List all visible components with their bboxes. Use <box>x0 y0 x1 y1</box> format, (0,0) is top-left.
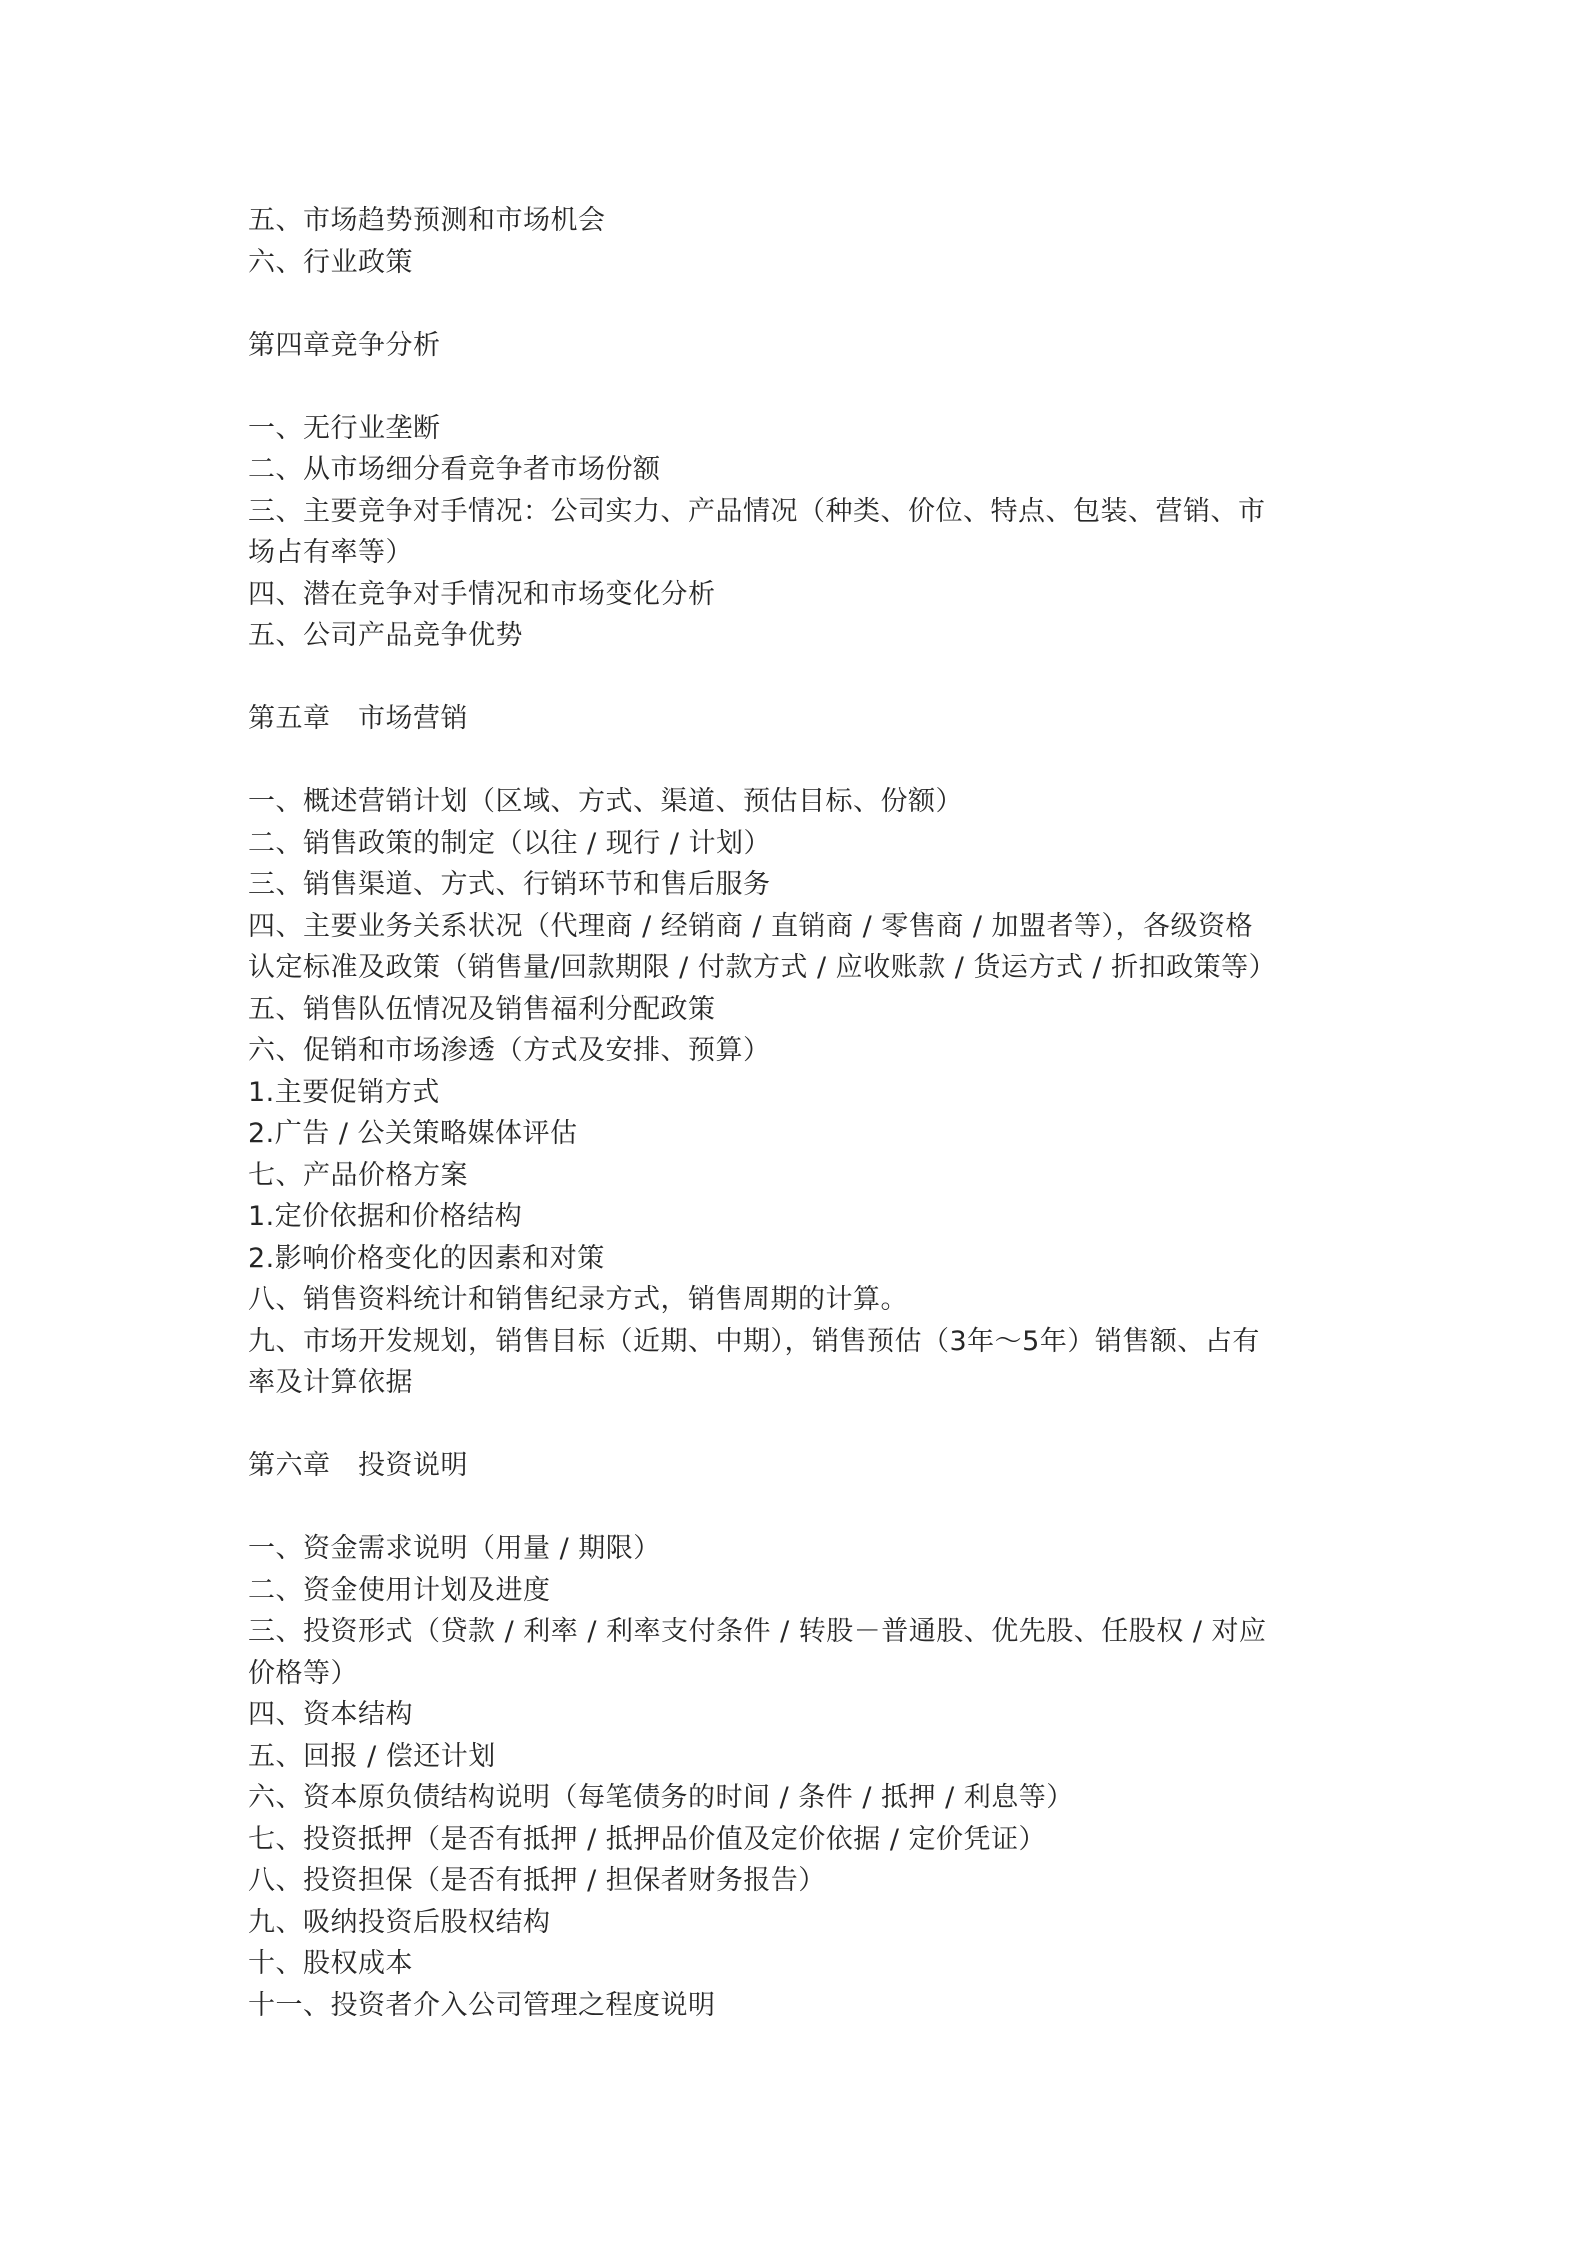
text-line: 七、产品价格方案 <box>248 1159 468 1191</box>
text-line: 2.影响价格变化的因素和对策 <box>248 1242 605 1274</box>
text-line: 十、股权成本 <box>248 1948 413 1979</box>
text-line: 六、行业政策 <box>248 246 413 278</box>
text-line: 五、回报 / 偿还计划 <box>248 1740 496 1772</box>
text-line: 一、无行业垄断 <box>248 412 441 444</box>
document-body <box>248 200 1358 2026</box>
text-line: 二、资金使用计划及进度 <box>248 1574 551 1606</box>
text-line: 三、投资形式（贷款 / 利率 / 利率支付条件 / 转股－普通股、优先股、任股权 / 对应 <box>248 1616 1267 1647</box>
blank-line <box>248 657 1358 699</box>
text-line: 九、吸纳投资后股权结构 <box>248 1906 551 1938</box>
text-line: 七、投资抵押（是否有抵押 / 抵押品价值及定价依据 / 定价凭证） <box>248 1823 1047 1855</box>
text-line: 三、主要竞争对手情况：公司实力、产品情况（种类、价位、特点、包装、营销、市 <box>248 495 1266 527</box>
text-line: 五、销售队伍情况及销售福利分配政策 <box>248 993 716 1025</box>
text-line: 二、销售政策的制定（以往 / 现行 / 计划） <box>248 827 772 859</box>
text-line: 十一、投资者介入公司管理之程度说明 <box>248 1989 716 2021</box>
blank-line <box>248 366 1358 408</box>
text-line: 五、公司产品竞争优势 <box>248 620 523 651</box>
text-line: 五、市场趋势预测和市场机会 <box>248 205 606 236</box>
text-line: 八、投资担保（是否有抵押 / 担保者财务报告） <box>248 1865 826 1896</box>
text-line: 四、资本结构 <box>248 1699 413 1730</box>
blank-line <box>248 1404 1358 1446</box>
blank-line <box>248 1487 1358 1529</box>
blank-line <box>248 740 1358 782</box>
chapter-heading: 第六章 投资说明 <box>248 1450 468 1481</box>
chapter-heading: 第四章竞争分析 <box>248 329 441 361</box>
text-line: 六、促销和市场渗透（方式及安排、预算） <box>248 1035 771 1066</box>
text-line: 八、销售资料统计和销售纪录方式，销售周期的计算。 <box>248 1284 908 1315</box>
text-line: 四、主要业务关系状况（代理商 / 经销商 / 直销商 / 零售商 / 加盟者等），各级资格 <box>248 910 1254 942</box>
text-line: 六、资本原负债结构说明（每笔债务的时间 / 条件 / 抵押 / 利息等） <box>248 1782 1074 1813</box>
blank-line <box>248 283 1358 325</box>
text-line: 2.广告 / 公关策略媒体评估 <box>248 1118 578 1149</box>
text-line: 1.定价依据和价格结构 <box>248 1201 523 1232</box>
text-line: 率及计算依据 <box>248 1367 413 1398</box>
text-line: 一、概述营销计划（区域、方式、渠道、预估目标、份额） <box>248 786 963 817</box>
text-line: 1.主要促销方式 <box>248 1076 440 1108</box>
text-line: 认定标准及政策（销售量/回款期限 / 付款方式 / 应收账款 / 货运方式 / 折扣政策等） <box>248 952 1277 983</box>
text-line: 一、资金需求说明（用量 / 期限） <box>248 1533 661 1564</box>
text-line: 九、市场开发规划，销售目标（近期、中期），销售预估（3年～5年）销售额、占有 <box>248 1325 1260 1357</box>
text-line: 二、从市场细分看竞争者市场份额 <box>248 454 661 485</box>
text-line: 四、潜在竞争对手情况和市场变化分析 <box>248 578 716 610</box>
chapter-heading: 第五章 市场营销 <box>248 703 468 734</box>
text-line: 场占有率等） <box>248 537 413 568</box>
text-line: 三、销售渠道、方式、行销环节和售后服务 <box>248 869 771 900</box>
text-line: 价格等） <box>248 1657 358 1689</box>
